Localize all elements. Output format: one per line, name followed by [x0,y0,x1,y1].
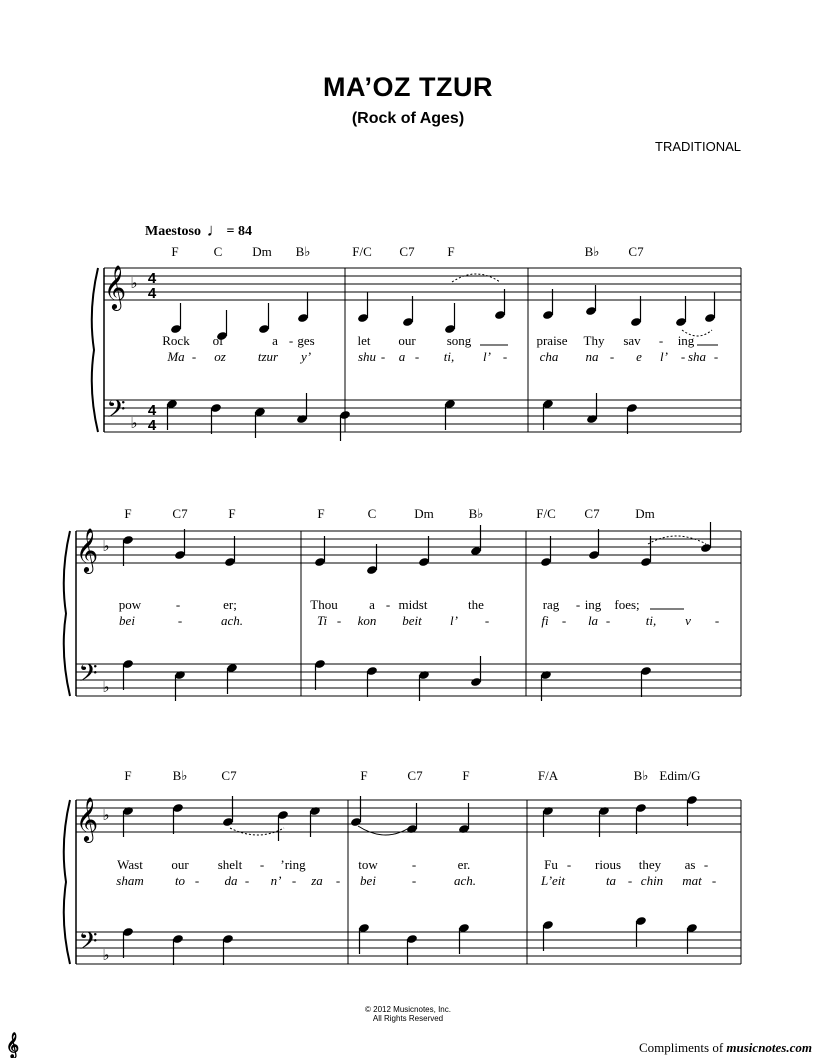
lyric-hebrew: sha [687,349,707,364]
treble-clef-icon: 𝄞 [75,797,99,841]
lyric-hebrew: - [380,349,386,364]
lyric-hebrew: - [713,349,719,364]
lyric-hebrew: - [502,349,508,364]
lyric-hebrew: e [636,349,642,364]
lyric-hebrew: - [714,613,720,628]
lyric-english: midst [398,597,428,612]
chord-symbol: F/A [537,768,559,783]
chord-symbol: C [367,506,377,521]
lyric-english: Fu [544,857,558,872]
lyric-english: - [411,857,417,872]
bass-time-signature-bottom: 4 [147,417,157,434]
composer-credit: TRADITIONAL [655,139,741,154]
lyric-hebrew: da [224,873,238,888]
lyric-english: - [175,597,181,612]
lyric-hebrew: - [484,613,490,628]
lyric-hebrew: - [411,873,417,888]
lyric-english: ges [297,333,315,348]
lyric-hebrew: - [605,613,611,628]
chord-symbol: C [213,244,223,259]
lyric-hebrew: oz [214,349,226,364]
lyric-english: rag [542,597,560,612]
lyric-hebrew: sham [116,873,144,888]
lyric-hebrew: la [587,613,599,628]
bass-time-signature-top: 4 [147,402,157,419]
lyric-hebrew: tzur [257,349,279,364]
lyric-hebrew: ti, [645,613,657,628]
lyric-english: song [446,333,472,348]
tempo-bpm: = 84 [226,224,252,239]
slur [358,826,412,835]
lyric-english: pow [118,597,142,612]
lyric-english: ’ring [280,857,306,872]
lyric-hebrew: beit [402,613,422,628]
chord-symbol: B♭ [172,768,188,783]
lyric-hebrew: to [174,873,186,888]
lyric-hebrew: ta [605,873,617,888]
chord-symbol: F [171,244,179,259]
lyric-english: they [638,857,662,872]
lyric-english: tow [358,857,378,872]
key-flat-icon: ♭ [102,539,110,555]
chord-symbol: F [447,244,455,259]
lyric-hebrew: kon [357,613,377,628]
lyric-hebrew: ach. [453,873,477,888]
lyric-english: foes; [614,597,640,612]
lyric-hebrew: l’ [660,349,668,364]
lyric-hebrew: za [311,873,323,888]
lyric-english: - [259,857,265,872]
brace-icon [64,531,70,696]
chord-symbol: B♭ [468,506,484,521]
lyric-english: - [658,333,664,348]
lyric-hebrew: - [711,873,717,888]
chord-symbol: F/C [536,506,556,521]
lyric-english: Thou [310,597,338,612]
key-flat-icon: ♭ [130,276,138,292]
treble-clef-icon: 𝄞 [75,528,99,572]
lyric-hebrew: Ti [316,613,328,628]
chord-symbol: C7 [221,768,237,783]
brace-icon [64,800,70,964]
lyric-hebrew: L’eit [540,873,566,888]
compliments-link[interactable] [639,1040,812,1056]
lyric-english: a [272,333,278,348]
lyric-hebrew: Ma [167,349,185,364]
lyric-english: praise [536,333,568,348]
music-system [64,795,741,965]
chord-symbol: C7 [407,768,423,783]
lyric-english: a [369,597,375,612]
lyric-hebrew: shu [357,349,377,364]
chord-symbol: Edim/G [659,768,701,783]
chord-symbol: C7 [584,506,600,521]
lyric-hebrew: bei [119,613,135,628]
lyric-english: our [398,333,416,348]
lyric-hebrew: - [336,613,342,628]
lyric-hebrew: - [609,349,615,364]
chord-symbol: F [124,768,132,783]
slur [648,536,706,544]
lyric-hebrew: a [398,349,406,364]
lyric-hebrew: - [191,349,197,364]
lyric-hebrew: - [177,613,183,628]
lyric-hebrew: - [244,873,250,888]
bass-clef-icon: 𝄢 [78,659,98,694]
compliments-site[interactable]: musicnotes.com [726,1040,812,1055]
lyric-hebrew: ti, [443,349,455,364]
chord-symbol: B♭ [633,768,649,783]
lyric-english: - [385,597,391,612]
slur [452,274,500,282]
copyright-notice [0,1005,816,1023]
chord-symbol: F [462,768,470,783]
lyric-hebrew: - [680,349,686,364]
lyric-hebrew: mat [682,873,702,888]
compliments-prefix: Compliments of [639,1040,724,1055]
chord-symbol: Dm [414,506,434,521]
lyric-english: shelt [217,857,243,872]
lyric-english: sav [623,333,641,348]
lyric-english: er. [457,857,471,872]
lyric-english: er; [223,597,237,612]
copyright-line-1: © 2012 Musicnotes, Inc. [365,1005,451,1014]
lyric-english: - [703,857,709,872]
lyric-english: - [566,857,572,872]
brace-icon [92,268,98,432]
lyric-english: ing [677,333,695,348]
chord-symbol: Dm [252,244,272,259]
lyric-hebrew: bei [360,873,376,888]
lyric-hebrew: - [414,349,420,364]
lyric-hebrew: n’ [270,873,282,888]
musicnotes-logo-icon: 𝄞 [6,1032,20,1058]
chord-symbol: F [124,506,132,521]
treble-time-signature-bottom: 4 [147,285,157,302]
lyric-english: of [212,333,224,348]
lyric-english: ing [584,597,602,612]
chord-symbol: F/C [352,244,372,259]
lyric-english: our [171,857,189,872]
lyric-english: - [575,597,581,612]
chord-symbol: C7 [172,506,188,521]
lyric-hebrew: chin [640,873,664,888]
chord-symbol: F [317,506,325,521]
lyric-english: Thy [583,333,605,348]
lyric-hebrew: cha [539,349,559,364]
bass-clef-icon: 𝄢 [106,395,126,430]
lyric-english: Rock [162,333,190,348]
lyric-english: let [357,333,371,348]
treble-time-signature-top: 4 [147,270,157,287]
lyric-hebrew: l’ [450,613,458,628]
chord-symbol: B♭ [584,244,600,259]
quarter-note-icon: ♩ [206,220,225,240]
key-flat-icon: ♭ [130,416,138,432]
lyric-hebrew: fi [541,613,549,628]
chord-symbol: C7 [628,244,644,259]
key-flat-icon: ♭ [102,948,110,964]
lyric-hebrew: - [291,873,297,888]
lyric-hebrew: na [585,349,599,364]
lyric-hebrew: ach. [220,613,244,628]
chord-symbol: F [228,506,236,521]
bass-clef-icon: 𝄢 [78,927,98,962]
lyric-english: the [468,597,484,612]
treble-clef-icon: 𝄞 [103,265,127,309]
lyric-english: - [288,333,294,348]
chord-symbol: C7 [399,244,415,259]
lyric-hebrew: - [561,613,567,628]
song-title: MA’OZ TZUR [323,72,493,102]
lyric-hebrew: y’ [300,349,312,364]
lyric-hebrew: - [335,873,341,888]
copyright-line-2: All Rights Reserved [372,1014,444,1023]
key-flat-icon: ♭ [102,808,110,824]
lyric-english: Wast [117,857,143,872]
key-flat-icon: ♭ [102,680,110,696]
lyric-hebrew: v [685,613,691,628]
chord-symbol: F [360,768,368,783]
chord-symbol: Dm [635,506,655,521]
lyric-english: as [684,857,696,872]
lyric-english: rious [595,857,621,872]
lyric-hebrew: l’ [483,349,491,364]
song-subtitle: (Rock of Ages) [351,110,465,127]
lyric-hebrew: - [627,873,633,888]
tempo-text: Maestoso [145,224,201,239]
lyric-hebrew: - [194,873,200,888]
chord-symbol: B♭ [295,244,311,259]
